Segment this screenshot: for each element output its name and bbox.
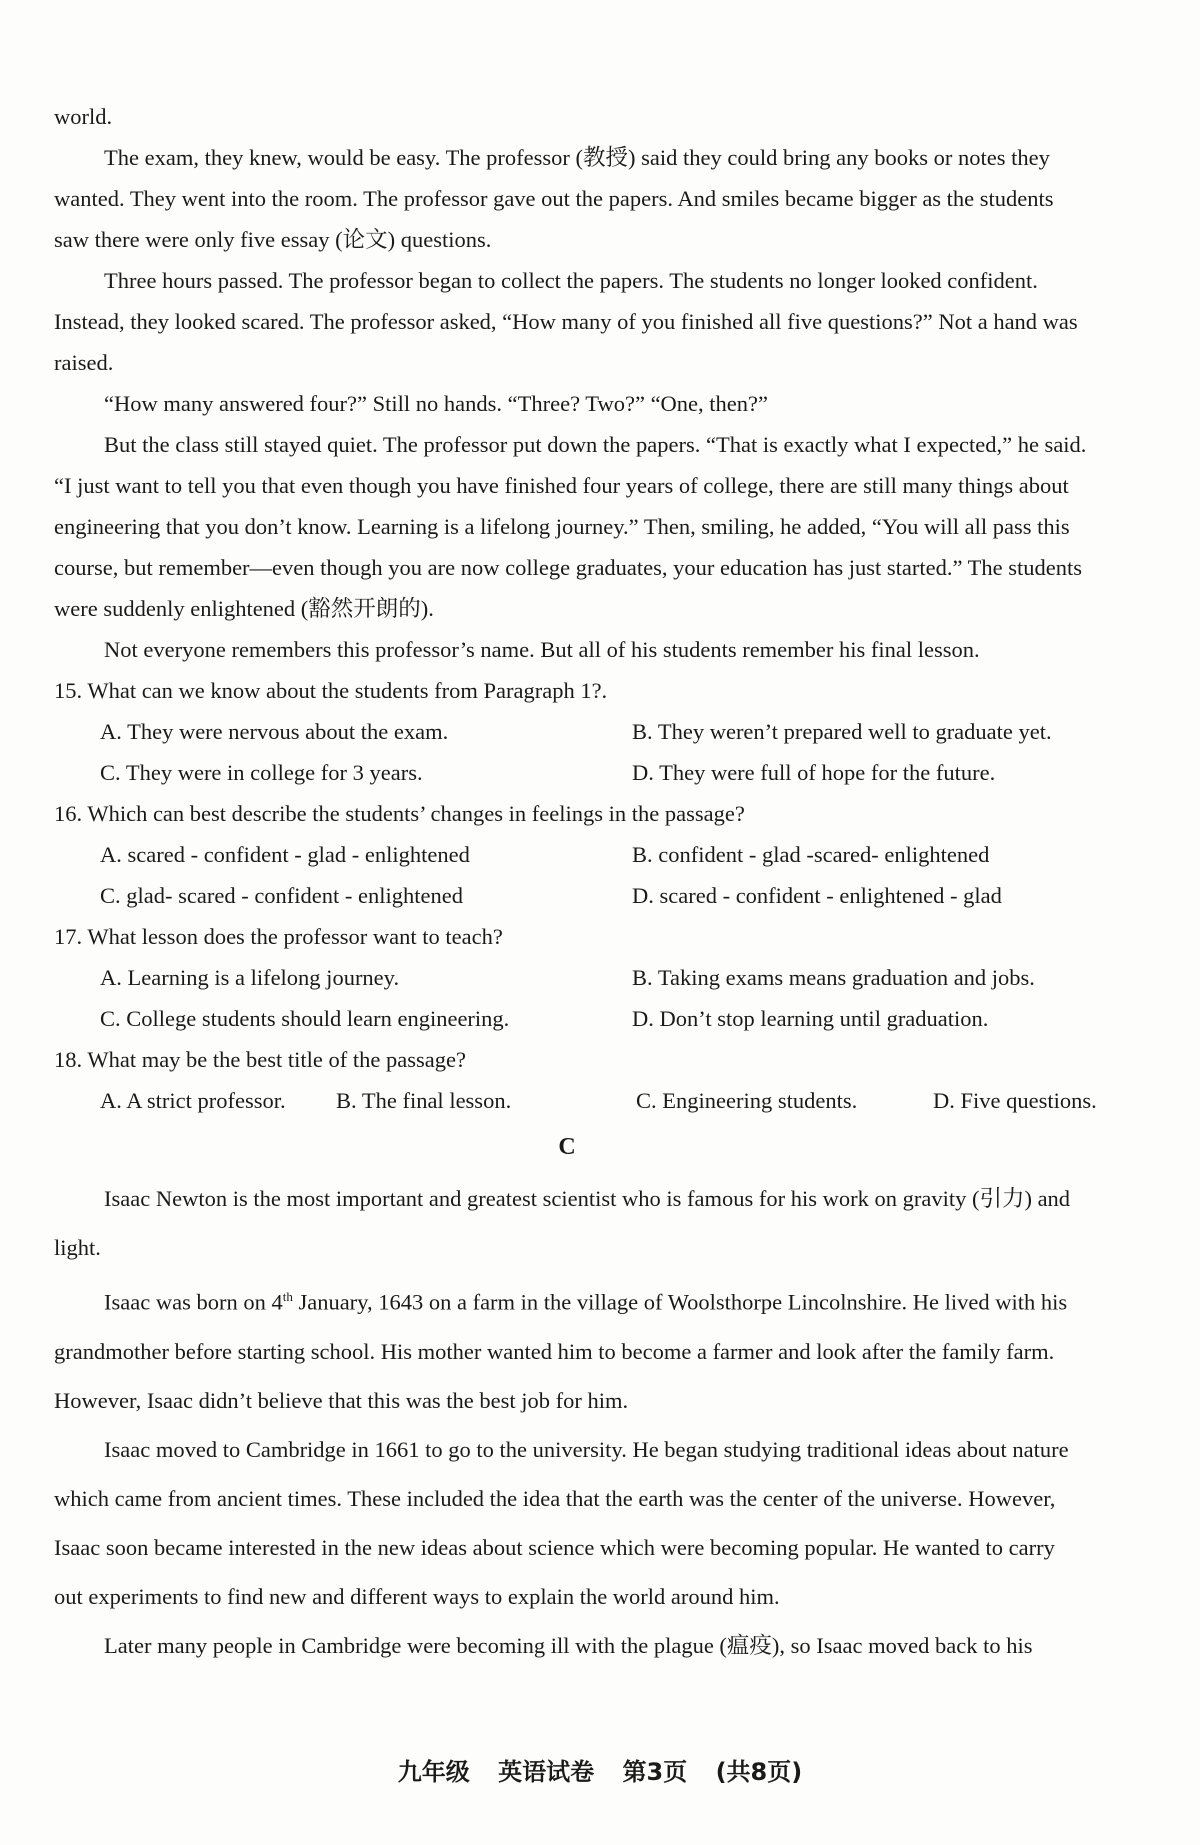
option-15-c[interactable]: C. They were in college for 3 years.: [100, 760, 423, 785]
option-18-a[interactable]: A. A strict professor.: [100, 1088, 286, 1113]
footer-subject: 英语试卷: [498, 1758, 595, 1786]
passage-line: The exam, they knew, would be easy. The professor (教授) said they could bring any books or notes they: [104, 145, 1050, 170]
option-18-b[interactable]: B. The final lesson.: [336, 1088, 512, 1113]
passage-c-line: Isaac moved to Cambridge in 1661 to go to the university. He began studying traditional ideas about nature: [104, 1436, 1069, 1462]
passage-c-text: Isaac was born on 4: [104, 1289, 283, 1315]
option-17-a[interactable]: A. Learning is a lifelong journey.: [100, 965, 400, 990]
option-18-d[interactable]: D. Five questions.: [933, 1088, 1097, 1113]
passage-line: course, but remember—even though you are now college graduates, your education has just started.” The students: [54, 555, 1083, 580]
option-16-b[interactable]: B. confident - glad -scared- enlightened: [632, 842, 990, 867]
passage-c-line: grandmother before starting school. His mother wanted him to become a farmer and look after the family farm.: [54, 1338, 1055, 1364]
footer-page-number: 第3页: [622, 1758, 688, 1786]
question-15-options-row-1: [54, 711, 1200, 752]
option-17-b[interactable]: B. Taking exams means graduation and jobs.: [632, 965, 1035, 990]
option-15-d[interactable]: D. They were full of hope for the future.: [632, 760, 996, 785]
passage-line: engineering that you don’t know. Learning is a lifelong journey.” Then, smiling, he added, “You will all pass this: [54, 514, 1070, 539]
section-heading-c: C: [558, 1134, 576, 1160]
question-stem-16: 16. Which can best describe the students’ changes in feelings in the passage?: [54, 801, 745, 826]
passage-c-line: Isaac soon became interested in the new ideas about science which were becoming popular. He wanted to carry: [54, 1534, 1055, 1560]
passage-line: world.: [54, 104, 113, 129]
passage-line: Not everyone remembers this professor’s name. But all of his students remember his final lesson.: [104, 637, 980, 662]
page-content: [54, 96, 1200, 1670]
passage-line: Three hours passed. The professor began to collect the papers. The students no longer looked confident.: [104, 268, 1038, 293]
option-16-c[interactable]: C. glad- scared - confident - enlightened: [100, 883, 463, 908]
question-17-options-row-2: [54, 998, 1200, 1039]
passage-c-line: which came from ancient times. These included the idea that the earth was the center of the universe. However,: [54, 1485, 1056, 1511]
passage-line: raised.: [54, 350, 114, 375]
footer-grade: 九年级: [397, 1758, 470, 1786]
passage-c-line: Later many people in Cambridge were becoming ill with the plague (瘟疫), so Isaac moved back to his: [104, 1632, 1033, 1658]
passage-c-line: [54, 1272, 1200, 1327]
question-18-options: [54, 1080, 1200, 1121]
option-18-c[interactable]: C. Engineering students.: [636, 1088, 858, 1113]
passage-line: Instead, they looked scared. The professor asked, “How many of you finished all five questions?” Not a hand was: [54, 309, 1078, 334]
option-16-d[interactable]: D. scared - confident - enlightened - glad: [632, 883, 1002, 908]
question-stem-18: 18. What may be the best title of the passage?: [54, 1047, 466, 1072]
passage-c-text: January, 1643 on a farm in the village of Woolsthorpe Lincolnshire. He lived with his: [292, 1289, 1068, 1315]
passage-c-line: light.: [54, 1235, 101, 1260]
option-15-a[interactable]: A. They were nervous about the exam.: [100, 719, 449, 744]
option-17-d[interactable]: D. Don’t stop learning until graduation.: [632, 1006, 989, 1031]
question-15-options-row-2: [54, 752, 1200, 793]
question-stem-15: 15. What can we know about the students from Paragraph 1?.: [54, 678, 608, 703]
passage-line: saw there were only five essay (论文) questions.: [54, 227, 492, 252]
page-footer: [0, 1752, 1200, 1787]
ordinal-suffix: th: [282, 1289, 293, 1304]
question-stem-17: 17. What lesson does the professor want to teach?: [54, 924, 503, 949]
passage-line: “I just want to tell you that even though you have finished four years of college, there are still many things about: [54, 473, 1069, 498]
passage-c-line: out experiments to find new and different ways to explain the world around him.: [54, 1583, 780, 1609]
passage-c-line: Isaac Newton is the most important and greatest scientist who is famous for his work on gravity (引力) and: [104, 1186, 1071, 1211]
passage-line: “How many answered four?” Still no hands. “Three? Two?” “One, then?”: [104, 391, 769, 416]
question-17-options-row-1: [54, 957, 1200, 998]
passage-line: But the class still stayed quiet. The professor put down the papers. “That is exactly what I expected,” he said.: [104, 432, 1087, 457]
footer-page-total: (共8页): [715, 1758, 803, 1786]
passage-c-line: However, Isaac didn’t believe that this was the best job for him.: [54, 1387, 629, 1413]
passage-line: were suddenly enlightened (豁然开朗的).: [54, 596, 434, 621]
option-17-c[interactable]: C. College students should learn engineering.: [100, 1006, 510, 1031]
option-15-b[interactable]: B. They weren’t prepared well to graduate yet.: [632, 719, 1052, 744]
passage-line: wanted. They went into the room. The professor gave out the papers. And smiles became bigger as the students: [54, 186, 1054, 211]
question-16-options-row-2: [54, 875, 1200, 916]
question-16-options-row-1: [54, 834, 1200, 875]
option-16-a[interactable]: A. scared - confident - glad - enlightened: [100, 842, 470, 867]
